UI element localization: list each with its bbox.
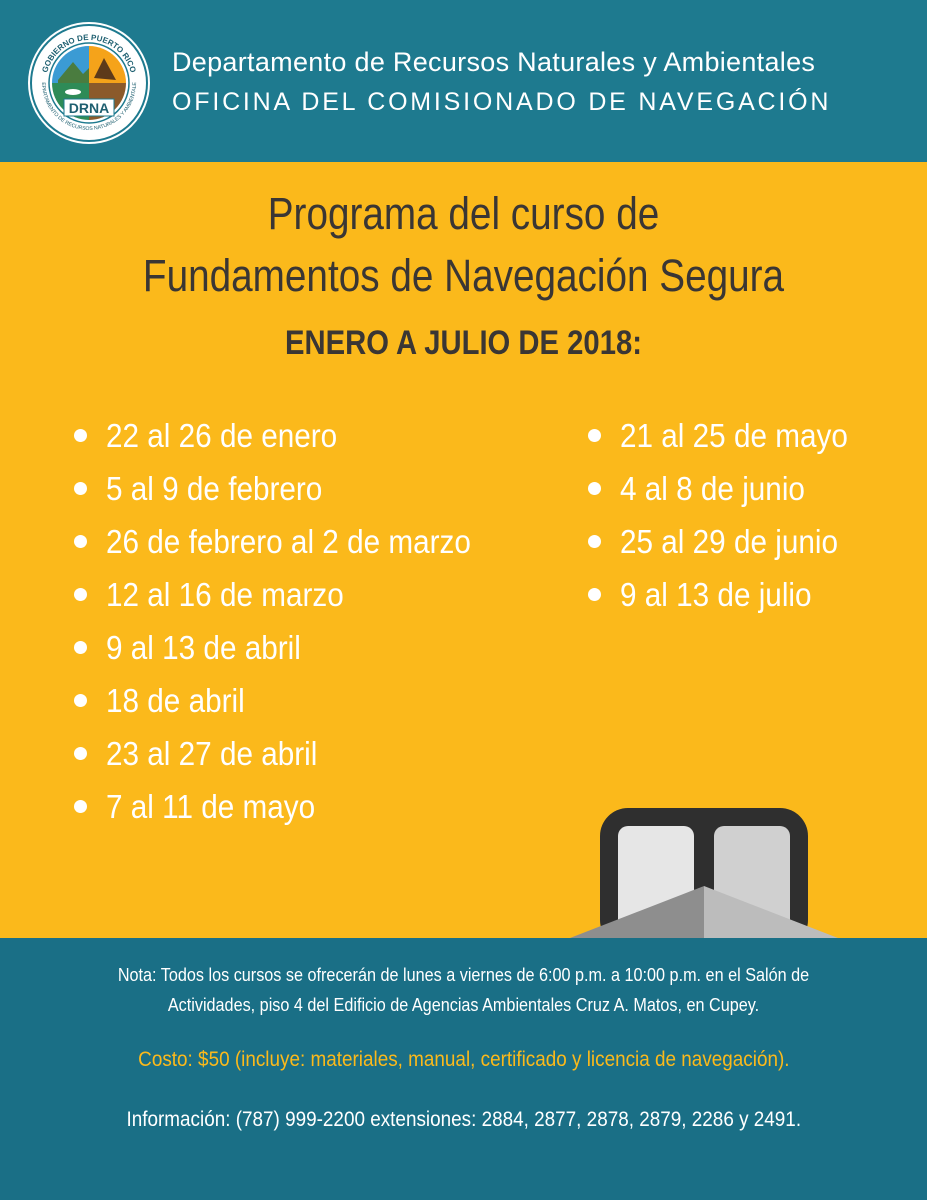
list-item bbox=[74, 674, 511, 727]
bullet-icon bbox=[74, 694, 87, 707]
list-item bbox=[588, 568, 873, 621]
bullet-icon bbox=[74, 800, 87, 813]
course-cost-text: Costo: $50 (incluye: materiales, manual, certificado y licencia de navegación). bbox=[137, 1048, 790, 1071]
dates-list-right bbox=[588, 409, 873, 621]
page-title-line2: Fundamentos de Navegación Segura bbox=[142, 250, 785, 301]
bullet-icon bbox=[74, 535, 87, 548]
date-range: 5 al 9 de febrero bbox=[106, 470, 323, 507]
bullet-icon bbox=[74, 747, 87, 760]
date-range: 12 al 16 de marzo bbox=[106, 576, 344, 613]
list-item bbox=[74, 409, 511, 462]
dates-list-left bbox=[74, 409, 511, 833]
date-range: 4 al 8 de junio bbox=[620, 470, 805, 507]
date-range: 9 al 13 de abril bbox=[106, 629, 301, 666]
date-range: 18 de abril bbox=[106, 682, 245, 719]
bullet-icon bbox=[74, 588, 87, 601]
drna-seal-logo bbox=[28, 22, 150, 144]
agency-name: Departamento de Recursos Naturales y Ambientales bbox=[172, 47, 816, 77]
bullet-icon bbox=[74, 429, 87, 442]
date-range: 7 al 11 de mayo bbox=[106, 788, 316, 825]
bullet-icon bbox=[588, 588, 601, 601]
main-panel bbox=[0, 162, 927, 942]
list-item bbox=[74, 727, 511, 780]
date-range: 26 de febrero al 2 de marzo bbox=[106, 523, 471, 560]
bullet-icon bbox=[74, 641, 87, 654]
date-range: 25 al 29 de junio bbox=[620, 523, 838, 560]
page-title-line1: Programa del curso de bbox=[267, 188, 660, 239]
list-item bbox=[588, 462, 873, 515]
schedule-note bbox=[40, 960, 887, 1020]
seal-bottom-text: EPARTAMENTO DE RECURSOS NATURALES Y AMBIENTALE bbox=[39, 82, 139, 133]
date-range: 9 al 13 de julio bbox=[620, 576, 812, 613]
bullet-icon bbox=[588, 482, 601, 495]
seal-top-text: GOBIERNO DE PUERTO RICO bbox=[40, 32, 138, 74]
svg-text:GOBIERNO DE PUERTO RICO bbox=[40, 33, 137, 74]
date-range: 22 al 26 de enero bbox=[106, 417, 338, 454]
list-item bbox=[74, 780, 511, 833]
bullet-icon bbox=[588, 429, 601, 442]
header-banner bbox=[0, 0, 927, 162]
bullet-icon bbox=[588, 535, 601, 548]
list-item bbox=[74, 621, 511, 674]
seal-abbreviation: DRNA bbox=[68, 100, 110, 116]
schedule-note-text: Nota: Todos los cursos se ofrecerán de lunes a viernes de 6:00 p.m. a 10:00 p.m. en el Salón de Actividades, piso 4 del Edificio de Agencias Ambientales Cruz A. Matos, en Cupey. bbox=[117, 965, 810, 1015]
list-item bbox=[74, 568, 511, 621]
list-item bbox=[74, 462, 511, 515]
office-name: OFICINA DEL COMISIONADO DE NAVEGACIÓN bbox=[172, 88, 832, 116]
list-item bbox=[74, 515, 511, 568]
list-item bbox=[588, 515, 873, 568]
footer-panel bbox=[0, 938, 927, 1200]
date-range: 23 al 27 de abril bbox=[106, 735, 318, 772]
contact-info-text: Información: (787) 999-2200 extensiones: 2884, 2877, 2878, 2879, 2286 y 2491. bbox=[126, 1108, 801, 1131]
course-cost bbox=[0, 1048, 927, 1072]
date-range: 21 al 25 de mayo bbox=[620, 417, 848, 454]
period-subtitle: ENERO A JULIO DE 2018: bbox=[285, 324, 642, 362]
contact-info bbox=[0, 1108, 927, 1132]
bullet-icon bbox=[74, 482, 87, 495]
list-item bbox=[588, 409, 873, 462]
